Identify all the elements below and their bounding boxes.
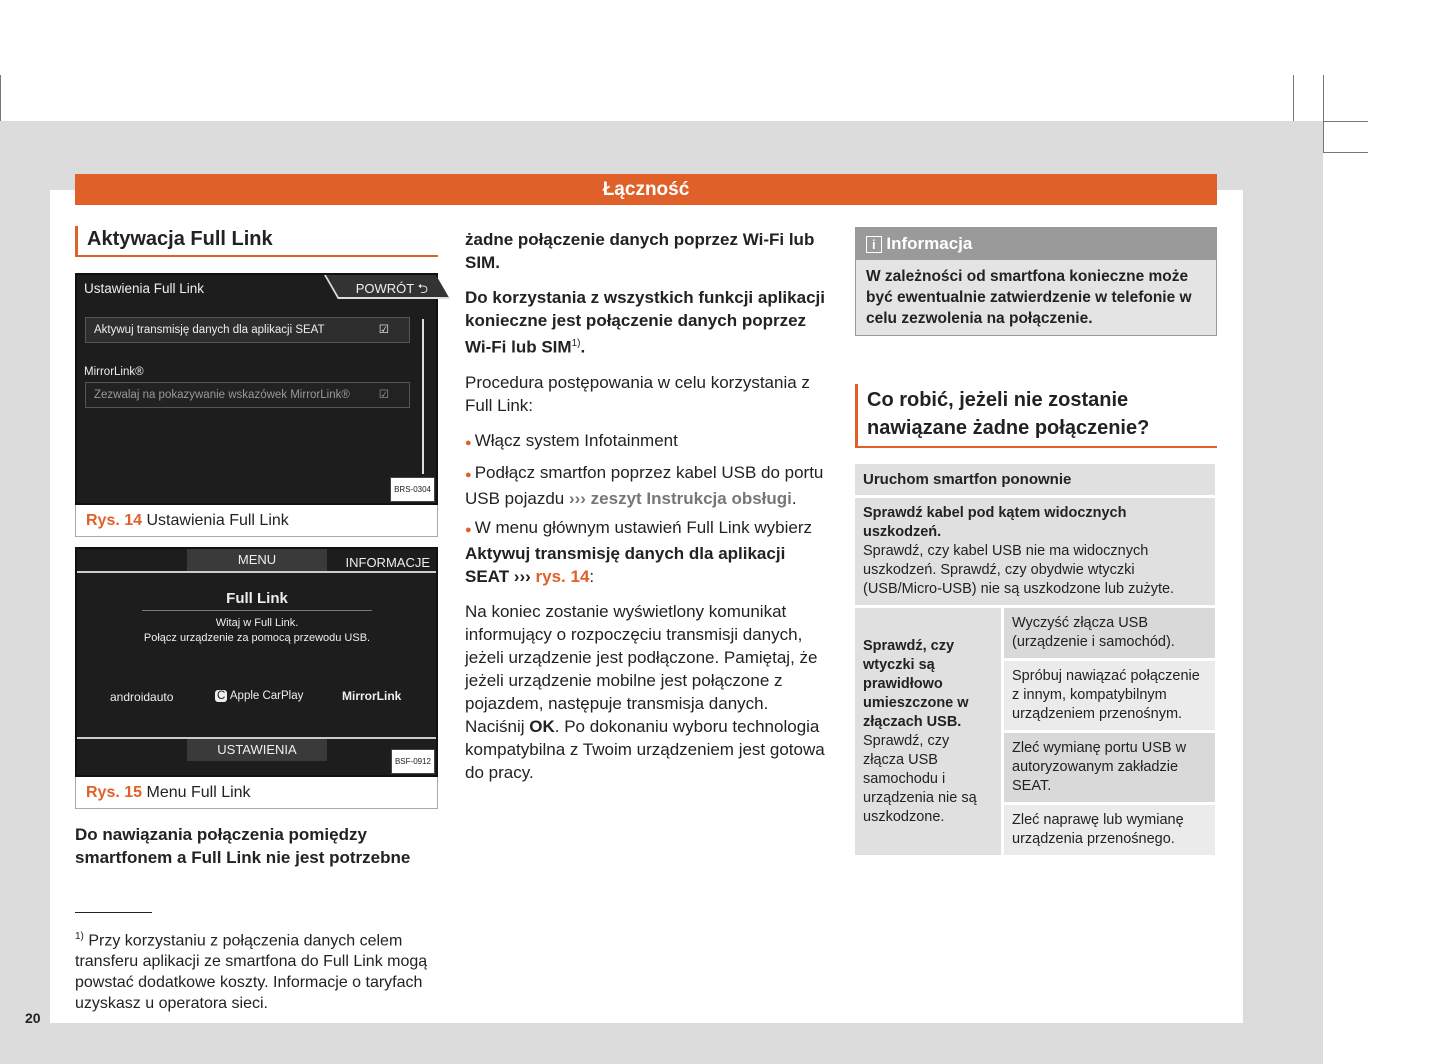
mirrorlink-section-label: MirrorLink® [84, 366, 144, 378]
figure-code: BRS-0304 [390, 477, 435, 502]
welcome-text [97, 616, 417, 646]
screen-title: Full Link [226, 590, 288, 607]
option-label: Zezwalaj na pokazywanie wskazówek MirrorLink® [94, 389, 350, 401]
manual-reference-link[interactable]: ››› zeszyt Instrukcja obsługi [568, 488, 792, 508]
column-1 [75, 226, 438, 869]
section-heading: Aktywacja Full Link [75, 226, 438, 257]
welcome-line: Połącz urządzenie za pomocą przewodu USB. [143, 632, 371, 644]
troubleshoot-action: Zleć wymianę portu USB w autoryzowanym zakładzie SEAT. [1004, 733, 1215, 802]
section-header: Łączność [75, 174, 1217, 205]
figure-number: Rys. 15 [86, 784, 143, 801]
mirrorlink-hints-option[interactable] [85, 382, 410, 408]
page-number: 20 [25, 1010, 41, 1026]
figure-caption [75, 505, 438, 537]
caption-text: Ustawienia Full Link [146, 512, 289, 529]
info-text: W zależności od smartfona konieczne może być ewentualnie zatwierdzenie w telefonie w celu zezwolenia na połączenie. [866, 268, 1192, 327]
crop-mark [1323, 152, 1368, 153]
section-heading: Co robić, jeżeli nie zostanie nawiązane żadne połączenie? [855, 384, 1217, 448]
step-title: Sprawdź, czy wtyczki są prawidłowo umieszczone w złączach USB. [863, 637, 969, 730]
paragraph: Do korzystania z wszystkich funkcji aplikacji konieczne jest połączenie danych poprzez Wi-Fi lub SIM$^{1)}$. [465, 288, 825, 357]
paragraph: żadne połączenie danych poprzez Wi-Fi lub SIM. [465, 230, 815, 272]
troubleshoot-step [855, 498, 1215, 605]
info-box-header [856, 228, 1216, 260]
carplay-icon: C [217, 690, 226, 702]
bold-note: Do nawiązania połączenia pomiędzy smartfonem a Full Link nie jest potrzebne [75, 825, 411, 867]
return-arrow-icon: ⮌ [417, 281, 428, 296]
figure-15 [75, 547, 438, 809]
carplay-label: Apple CarPlay [229, 690, 304, 702]
checkbox-checked-icon[interactable]: ☑ [378, 324, 389, 336]
crop-mark [0, 75, 1, 121]
title-divider [142, 610, 372, 611]
bullet-item [465, 429, 827, 455]
paragraph [465, 600, 827, 784]
info-tab[interactable]: INFORMACJE [345, 555, 430, 570]
menu-tab[interactable]: MENU [187, 549, 327, 571]
crop-mark [1323, 75, 1324, 152]
column-2 [465, 228, 827, 796]
troubleshoot-step [855, 608, 1001, 855]
settings-screenshot [75, 273, 438, 505]
troubleshoot-action: Spróbuj nawiązać połączenie z innym, kompatybilnym urządzeniem przenośnym. [1004, 661, 1215, 730]
full-link-menu-screenshot [75, 547, 438, 777]
bullet-item: ● Podłącz smartfon poprzez kabel USB do portu USB pojazdu ››› zeszyt Instrukcja obsługi. [465, 461, 827, 510]
apple-carplay-button[interactable] [215, 685, 303, 708]
back-button[interactable] [356, 277, 428, 300]
step-text: Sprawdź, czy kabel USB nie ma widocznych uszkodzeń. Sprawdź, czy obydwie wtyczki (USB/Micro-USB) nie są uszkodzone lub zużyte. [863, 543, 1175, 597]
data-transmission-option[interactable] [85, 317, 410, 343]
paragraph: Procedura postępowania w celu korzystania z Full Link: [465, 372, 810, 415]
figure-14 [75, 273, 438, 537]
troubleshoot-action: Zleć naprawę lub wymianę urządzenia przenośnego. [1004, 805, 1215, 855]
troubleshoot-action: Wyczyść złącza USB (urządzenie i samochód). [1004, 608, 1215, 658]
footnote [75, 926, 440, 1014]
troubleshooting-table [855, 464, 1217, 855]
info-box [855, 227, 1217, 336]
step-text: Sprawdź, czy złącza USB samochodu i urządzenia nie są uszkodzone. [863, 732, 977, 825]
footnote-text: Przy korzystaniu z połączenia danych celem transferu aplikacji ze smartfona do Full Link mogą powstać dodatkowe koszty. Informacje o taryfach uzyskasz u operatora sieci. [75, 932, 428, 1013]
screen-title: Ustawienia Full Link [84, 281, 205, 296]
paragraph-text: Na koniec zostanie wyświetlony komunikat informujący o rozpoczęciu transmisji danych, jeżeli urządzenie jest podłączone. Pamiętaj, że jeżeli urządzenie mobilne jest połączone z pojazdem, następuje transmisja danych. Naciśnij [465, 601, 818, 736]
android-auto-logo[interactable]: androidauto [110, 690, 174, 704]
figure-caption [75, 777, 438, 809]
paragraph-text: . Po dokonaniu wyboru technologia kompatybilna z Twoim urządzeniem jest gotowa do pracy. [465, 716, 825, 782]
step-title: Sprawdź kabel pod kątem widocznych uszkodzeń. [863, 505, 1127, 540]
scrollbar[interactable] [422, 319, 424, 474]
option-label: Aktywuj transmisję danych dla aplikacji SEAT [94, 324, 325, 336]
ref-arrows: ››› [509, 566, 536, 586]
column-3 [855, 227, 1217, 855]
settings-tab[interactable]: USTAWIENIA [187, 739, 327, 761]
bullet-text: Podłącz smartfon poprzez kabel USB do portu USB pojazdu [465, 462, 824, 508]
bullet-text: W menu głównym ustawień Full Link wybierz [474, 517, 812, 537]
mirrorlink-logo[interactable]: MirrorLink [342, 689, 402, 703]
caption-text: Menu Full Link [146, 784, 251, 801]
troubleshoot-step: Uruchom smartfon ponownie [855, 464, 1215, 495]
figure-code: BSF-0912 [391, 749, 435, 774]
footnote-mark: 1) [75, 931, 84, 942]
crop-mark [1293, 75, 1294, 121]
welcome-line: Witaj w Full Link. [215, 617, 299, 629]
info-icon: i [866, 236, 882, 253]
bullet-item: ● W menu głównym ustawień Full Link wybierz Aktywuj transmisję danych dla aplikacji SEAT ››› rys. 14: [465, 516, 827, 588]
back-label: POWRÓT [355, 281, 414, 296]
ok-label: OK [529, 716, 555, 736]
figure-number: Rys. 14 [86, 512, 143, 529]
paragraph-text: Do korzystania z wszystkich funkcji aplikacji konieczne jest połączenie danych poprzez Wi-Fi lub SIM [465, 288, 825, 357]
checkbox-checked-icon[interactable]: ☑ [378, 389, 389, 401]
figure-reference-link[interactable]: rys. 14 [535, 566, 590, 586]
info-title: Informacja [886, 234, 973, 253]
bullet-text: Włącz system Infotainment [474, 430, 678, 450]
option-name: Aktywuj transmisję danych dla aplikacji SEAT [465, 543, 786, 586]
footnote-divider [75, 912, 152, 913]
footnote-ref[interactable]: 1) [571, 338, 581, 349]
